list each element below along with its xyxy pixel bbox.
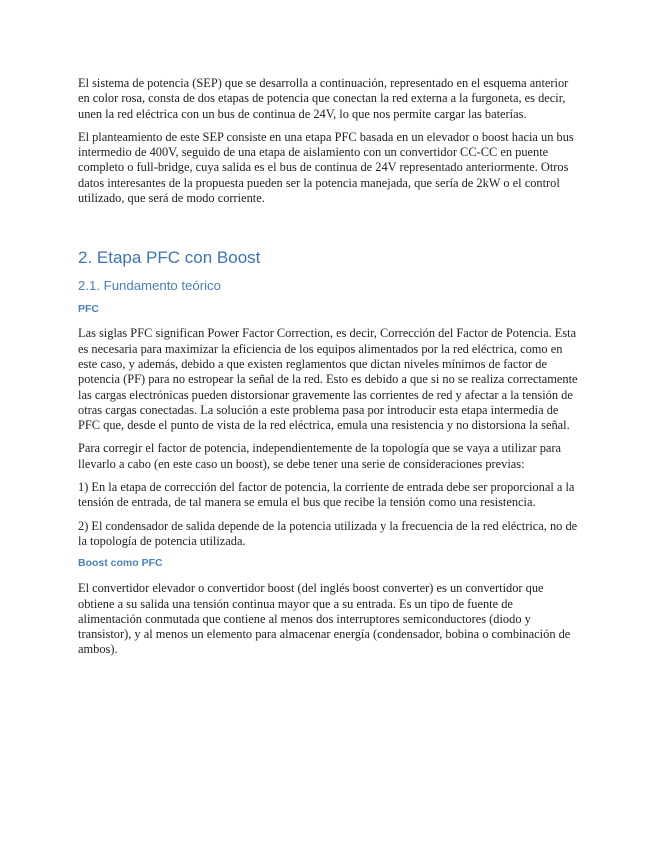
intro-paragraph-2: El planteamiento de este SEP consiste en una etapa PFC basada en un elevador o boost hacia un bus intermedio de 400V, seguido de una etapa de aislamiento con un convertidor CC-CC en puente completo o full-bridge, cuya salida es el bus de continua de 24V representado anteriormente. Otros datos interesantes de la propuesta pueden ser la potencia manejada, que sería de 2kW o el control utilizado, que será de modo corriente. bbox=[78, 129, 574, 206]
subsection-title: 2.1. Fundamento teórico bbox=[78, 278, 221, 294]
boost-paragraph-1: El convertidor elevador o convertidor boost (del inglés boost converter) es un convertidor que obtiene a su salida una tensión continua mayor que a su entrada. Es un tipo de fuente de alimentación conmutada que contiene al menos dos interruptores semiconductores (diodo y transistor), y al menos un elemento para almacenar energía (condensador, bobina o combinación de ambos). bbox=[78, 581, 571, 657]
pfc-heading: PFC bbox=[78, 303, 99, 316]
boost-heading: Boost como PFC bbox=[78, 557, 163, 570]
intro-paragraph-1: El sistema de potencia (SEP) que se desarrolla a continuación, representado en el esquema anterior en color rosa, consta de dos etapas de potencia que conectan la red externa a la furgoneta, es decir, unen la red eléctrica con un bus de continua de 24V, lo que nos permite cargar las baterías. bbox=[78, 76, 569, 121]
section-title: 2. Etapa PFC con Boost bbox=[78, 248, 261, 268]
pfc-paragraph-1: Las siglas PFC significan Power Factor Correction, es decir, Corrección del Factor de Potencia. Esta es necesaria para maximizar la eficiencia de los equipos alimentados por la red eléctrica, como en este caso, y además, debido a que existen reglamentos que dictan niveles mínimos de factor de potencia (PF) para no estropear la señal de la red. Esto es debido a que si no se realiza correctamente las cargas electrónicas pueden distorsionar gravemente las corrientes de red y afectar a la tensión de otras cargas conectadas. La solución a este problema pasa por introducir esta etapa intermedia de PFC que, desde el punto de vista de la red eléctrica, emula una resistencia y no distorsiona la señal. bbox=[78, 326, 578, 433]
pfc-paragraph-3: 1) En la etapa de corrección del factor de potencia, la corriente de entrada debe ser proporcional a la tensión de entrada, de tal manera se emula el bus que recibe la tensión como una resistencia. bbox=[78, 480, 575, 510]
pfc-paragraph-2: Para corregir el factor de potencia, independientemente de la topología que se vaya a utilizar para llevarlo a cabo (en este caso un boost), se debe tener una serie de consideraciones previas: bbox=[78, 441, 562, 471]
pfc-paragraph-4: 2) El condensador de salida depende de la potencia utilizada y la frecuencia de la red eléctrica, no de la topología de potencia utilizada. bbox=[78, 518, 578, 548]
